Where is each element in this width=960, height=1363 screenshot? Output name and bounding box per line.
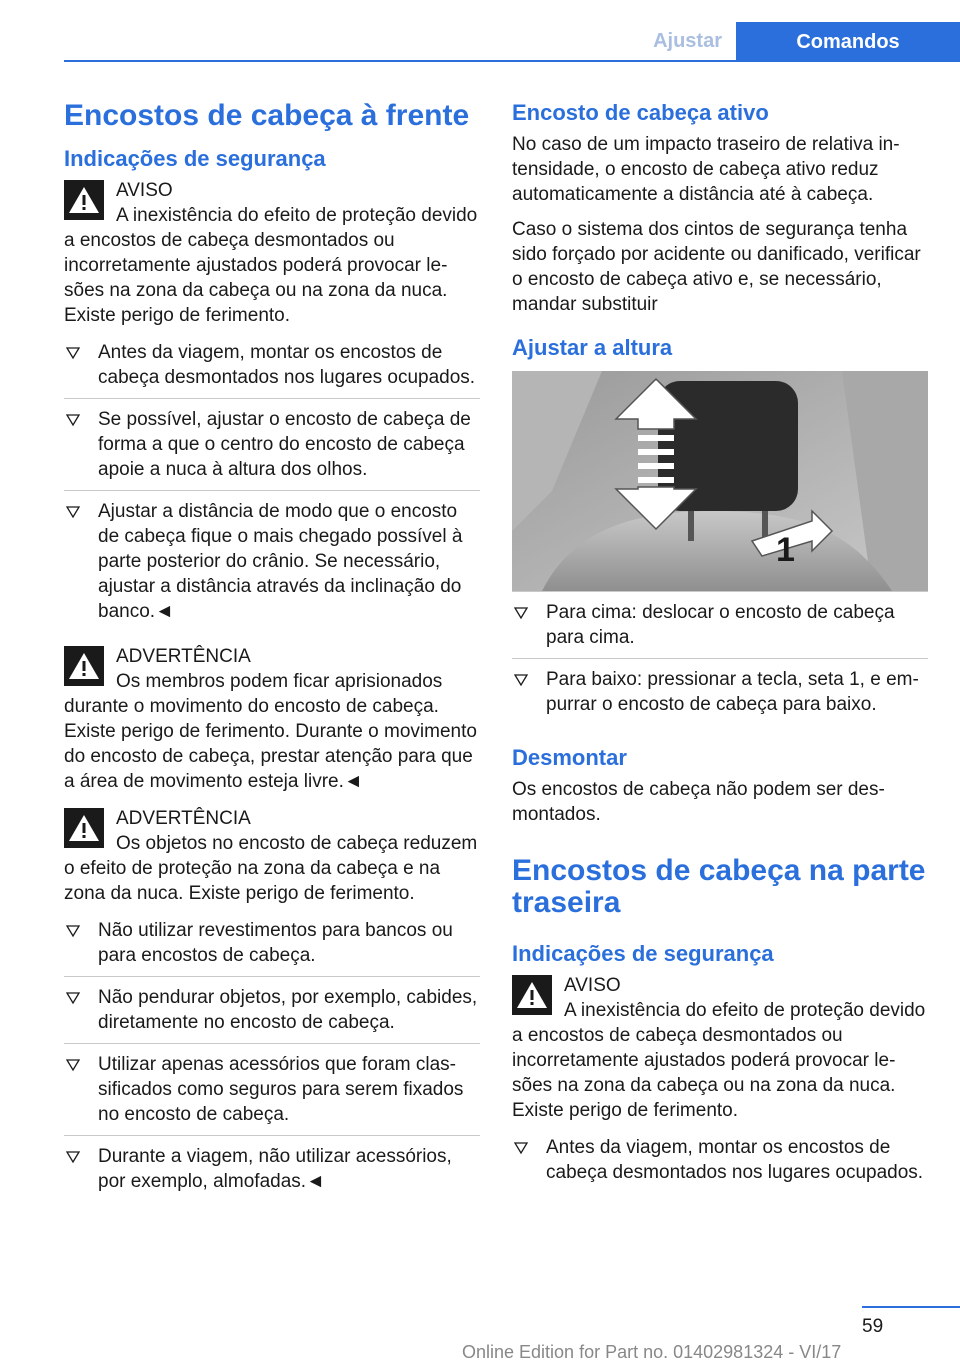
section-heading: Encostos de cabeça à frente (64, 99, 470, 132)
triangle-bullet-icon (514, 673, 528, 687)
list-item: Antes da viagem, montar os encostos de cabeça desmontados nos lugares ocupados. (64, 340, 480, 399)
triangle-bullet-icon (66, 346, 80, 360)
warning-triangle-icon (64, 180, 104, 220)
triangle-bullet-icon (66, 505, 80, 519)
warning-title: ADVERTÊNCIA (116, 808, 251, 829)
subheading: Desmontar (512, 745, 627, 770)
page-number: 59 (862, 1316, 884, 1337)
warning-title: AVISO (116, 180, 173, 201)
warning-title: ADVERTÊNCIA (116, 646, 251, 667)
warning-block (64, 806, 480, 906)
triangle-bullet-icon (66, 1058, 80, 1072)
rear-list (512, 1135, 928, 1193)
subheading: Indicações de segurança (512, 941, 774, 966)
warning-triangle-icon (64, 646, 104, 686)
footer-rule (862, 1306, 960, 1308)
headrest-photo (512, 371, 928, 592)
tab-ajustar[interactable]: Ajustar (653, 30, 722, 52)
triangle-bullet-icon (514, 1141, 528, 1155)
safety-list (64, 340, 480, 632)
list-item: Antes da viagem, montar os encostos de cabeça desmontados nos lugares ocupados. (512, 1135, 928, 1193)
triangle-bullet-icon (514, 606, 528, 620)
warning-triangle-icon (64, 808, 104, 848)
triangle-bullet-icon (66, 924, 80, 938)
header-bar (64, 22, 960, 62)
warning-triangle-icon (512, 975, 552, 1015)
edition-footer: Online Edition for Part no. 01402981324 - VI/17 (462, 1342, 842, 1362)
triangle-bullet-icon (66, 413, 80, 427)
list-item: Para cima: deslocar o encosto de cabeça para cima. (512, 600, 928, 659)
list-item: Não pendurar objetos, por exemplo, cabides, diretamente no encosto de cabeça. (64, 985, 480, 1044)
tab-comandos[interactable]: Comandos (736, 22, 960, 62)
triangle-bullet-icon (66, 991, 80, 1005)
warning-block (64, 178, 480, 328)
photo-callout-label: 1 (776, 531, 795, 569)
subheading: Ajustar a altura (512, 335, 673, 360)
subheading: Encosto de cabeça ativo (512, 100, 769, 125)
list-item: Utilizar apenas acessórios que foram classificados como seguros para serem fixados no encosto de cabeça. (64, 1052, 480, 1136)
header-rule (64, 60, 960, 62)
right-column (512, 100, 928, 1205)
left-column (64, 100, 480, 1214)
section-heading: Encostos de cabeça na parte traseira (512, 854, 926, 919)
height-list (512, 600, 928, 725)
safety-list (64, 918, 480, 1202)
paragraph: Caso o sistema dos cintos de segurança tenha sido forçado por acidente ou danificado, verificar o encosto de cabeça ativo e, se necessário, mandar substituir (512, 219, 921, 315)
warning-text: Os objetos no encosto de cabeça reduzem o efeito de proteção na zona da cabeça e na zona da nuca. Existe perigo de ferimento. (64, 833, 478, 904)
paragraph: No caso de um impacto traseiro de relativa intensidade, o encosto de cabeça ativo reduz automaticamente a distância até à cabeça. (512, 134, 900, 205)
list-item: Durante a viagem, não utilizar acessórios, por exemplo, almofadas.◄ (64, 1144, 480, 1202)
warning-text: Os membros podem ficar aprisionados durante o movimento do encosto de cabeça. Existe perigo de ferimento. Durante o movimento do encosto de cabeça, prestar atenção para que a área de movimento esteja livre.◄ (64, 671, 477, 792)
subheading: Indicações de segurança (64, 146, 326, 171)
warning-block (64, 644, 480, 794)
warning-title: AVISO (564, 975, 621, 996)
list-item: Para baixo: pressionar a tecla, seta 1, e empurrar o encosto de cabeça para baixo. (512, 667, 928, 725)
warning-text: A inexistência do efeito de proteção devido a encostos de cabeça desmontados ou incorretamente ajustados poderá provocar lesões na zona da cabeça ou na zona da nuca. Existe perigo de ferimento. (64, 205, 478, 326)
paragraph: Os encostos de cabeça não podem ser desmontados. (512, 779, 885, 825)
list-item: Ajustar a distância de modo que o encosto de cabeça fique o mais chegado possível à parte posterior do crânio. Se necessário, ajustar a distância através da inclinação do banco.◄ (64, 499, 480, 632)
warning-text: A inexistência do efeito de proteção devido a encostos de cabeça desmontados ou incorretamente ajustados poderá provocar lesões na zona da cabeça ou na zona da nuca. Existe perigo de ferimento. (512, 1000, 926, 1121)
warning-block (512, 973, 928, 1123)
list-item: Se possível, ajustar o encosto de cabeça de forma a que o centro do encosto de cabeça apoie a nuca à altura dos olhos. (64, 407, 480, 491)
triangle-bullet-icon (66, 1150, 80, 1164)
list-item: Não utilizar revestimentos para bancos ou para encostos de cabeça. (64, 918, 480, 977)
